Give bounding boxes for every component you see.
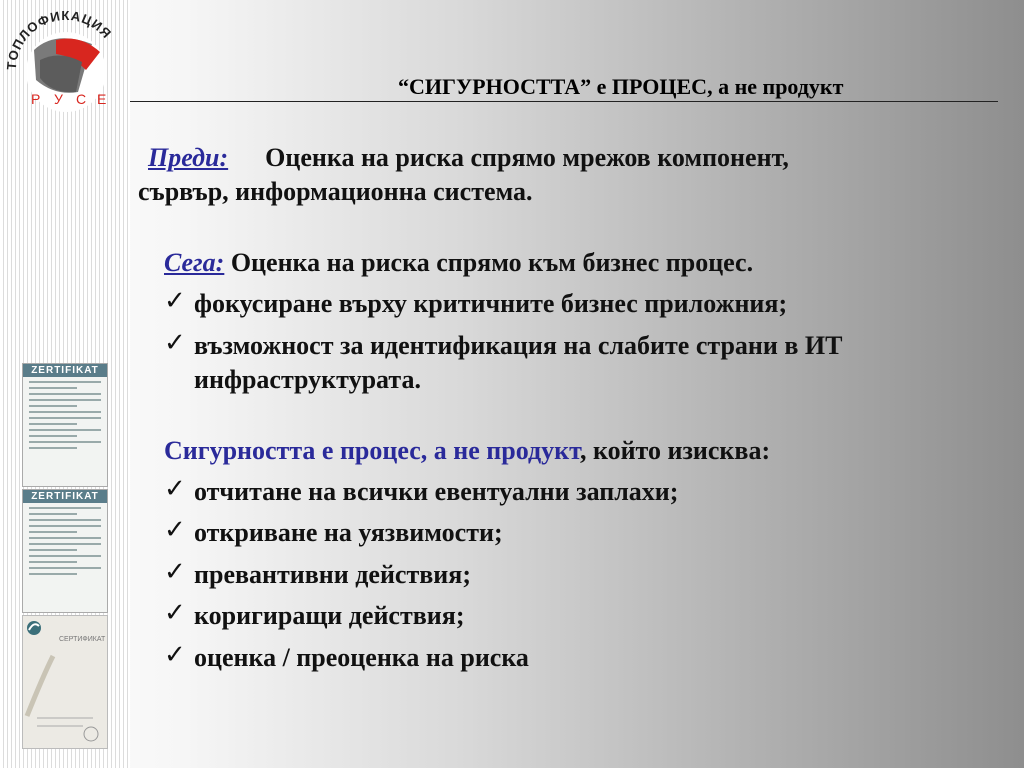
check-icon: ✓ xyxy=(164,286,186,316)
before-line xyxy=(148,143,789,173)
before-label: Преди: xyxy=(148,143,229,172)
now-line xyxy=(164,248,753,278)
now-label: Сега: xyxy=(164,248,225,277)
certificate-image xyxy=(22,363,108,487)
accreditation-certificate-image xyxy=(22,615,108,749)
check-icon: ✓ xyxy=(164,557,186,587)
security-lead xyxy=(164,436,770,466)
check-icon: ✓ xyxy=(164,515,186,545)
company-logo xyxy=(0,0,130,120)
logo-arc-text: ТОПЛОФИКАЦИЯ xyxy=(3,7,115,71)
security-lead-highlight: Сигурността е процес, а не продукт xyxy=(164,436,580,465)
certificate-heading: ZERTIFIKAT xyxy=(23,364,107,377)
before-text-continued: сървър, информационна система. xyxy=(138,177,533,206)
check-icon: ✓ xyxy=(164,598,186,628)
now-text: Оценка на риска спрямо към бизнес процес. xyxy=(230,248,754,277)
page-title: “СИГУРНОСТТА” е ПРОЦЕС, а не продукт xyxy=(398,74,844,99)
list-item: коригиращи действия; xyxy=(194,601,465,630)
certificate-heading: СЕРТИФИКАТ xyxy=(59,636,106,643)
list-item: фокусиране върху критичните бизнес приложния; xyxy=(194,289,788,318)
list-item: откриване на уязвимости; xyxy=(194,518,503,547)
list-item-continued: инфраструктурата. xyxy=(194,365,421,394)
check-icon: ✓ xyxy=(164,328,186,358)
check-icon: ✓ xyxy=(164,640,186,670)
logo-letter: Е xyxy=(97,91,107,107)
list-item: възможност за идентификация на слабите страни в ИТ xyxy=(194,331,843,360)
logo-letter: У xyxy=(54,91,63,107)
certificate-heading: ZERTIFIKAT xyxy=(23,490,107,503)
list-item: отчитане на всички евентуални заплахи; xyxy=(194,477,679,506)
logo-letter: С xyxy=(76,91,87,107)
security-lead-rest: , който изисква: xyxy=(579,436,771,465)
list-item: оценка / преоценка на риска xyxy=(194,643,529,672)
list-item: превантивни действия; xyxy=(194,560,471,589)
header-divider xyxy=(130,101,998,102)
before-text: Оценка на риска спрямо мрежов компонент, xyxy=(265,143,789,172)
check-icon: ✓ xyxy=(164,474,186,504)
logo-letter: Р xyxy=(31,91,41,107)
certificate-image xyxy=(22,489,108,613)
